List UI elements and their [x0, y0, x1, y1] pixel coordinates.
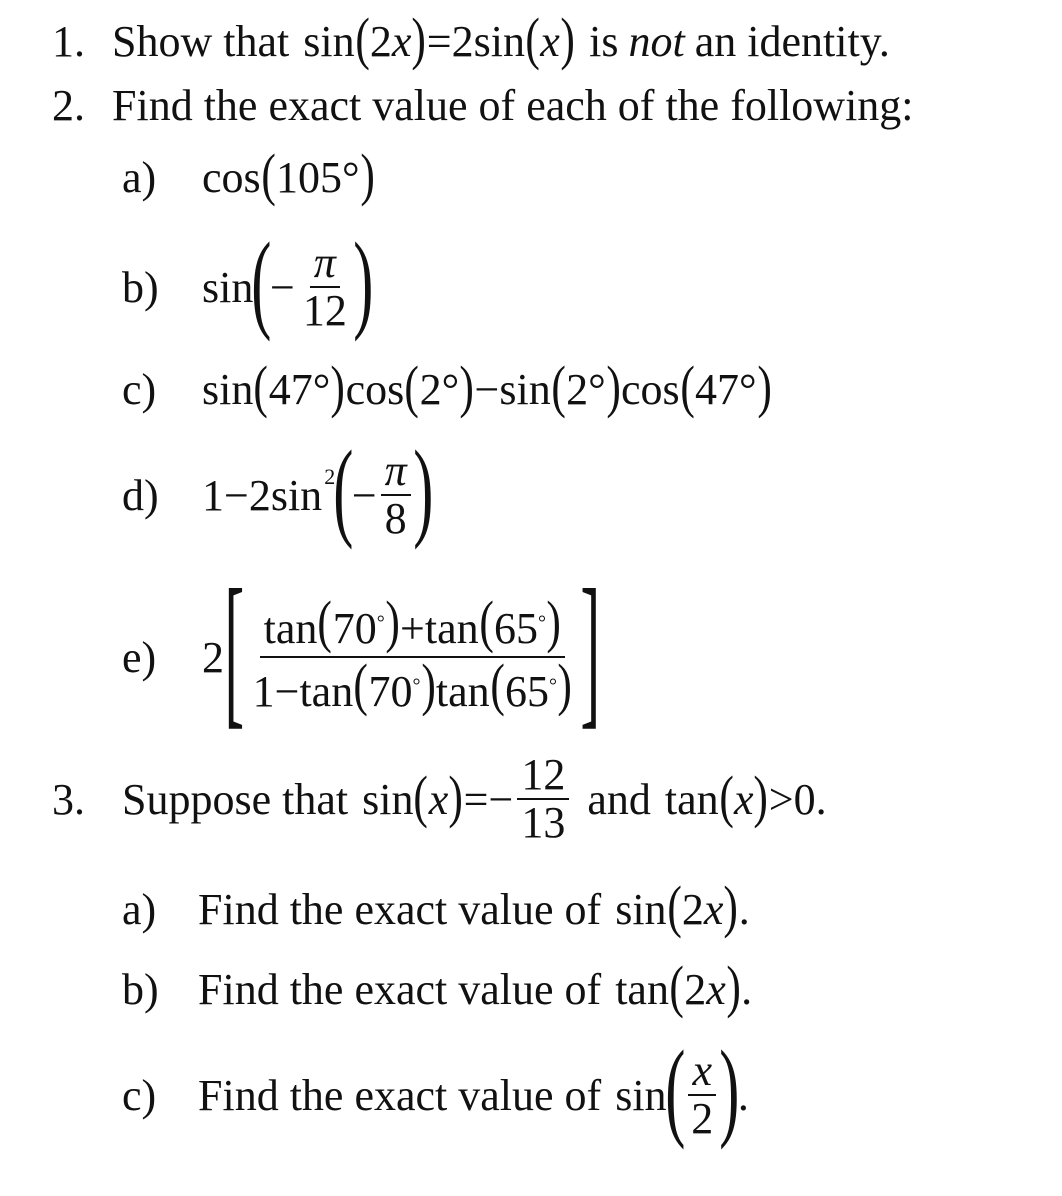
part-text: Find the exact value of [198, 964, 602, 1014]
period: . [741, 964, 753, 1014]
minus-sign: − [274, 667, 300, 716]
numerator: π [310, 240, 340, 288]
minus-sign: − [488, 774, 514, 824]
exponent: 2 [324, 464, 336, 489]
angle: 65 [493, 604, 538, 654]
q2-text: Find the exact value of each of the following: [112, 81, 914, 130]
sin-fn: sin [202, 364, 254, 414]
q3-and: and [587, 774, 651, 824]
angle: 105° [275, 152, 360, 202]
degree-sign: ° [537, 612, 546, 635]
var-x: x [540, 16, 560, 66]
sin-fn: sin [303, 16, 355, 66]
question-number: 1. [52, 16, 85, 66]
degree-sign: ° [412, 675, 421, 697]
sin-fn: sin [615, 884, 667, 934]
coef: 2 [451, 16, 474, 66]
coef: 2 [248, 470, 271, 520]
fraction [381, 445, 411, 543]
numerator: π [381, 448, 411, 496]
numerator: 12 [517, 752, 569, 800]
q1-prefix: Show that [112, 16, 290, 66]
numerator: tan(70°)+tan(65°) [260, 595, 566, 658]
equals-sign: = [463, 774, 489, 824]
part-label: a) [122, 152, 157, 202]
q1-middle: is [589, 16, 619, 66]
denominator: 1−tan(70°)tan(65°) [252, 652, 572, 717]
part-label: c) [122, 1070, 157, 1120]
tan-fn: tan [424, 604, 479, 654]
sin-fn: sin [362, 774, 414, 824]
q3-part-b: b) Find the exact value of tan ( 2 x ) . [122, 954, 753, 1019]
tan-fn: tan [615, 964, 669, 1014]
var-x: x [703, 884, 724, 934]
angle: 47° [694, 364, 757, 414]
var-x: x [706, 964, 726, 1014]
question-1: 1. Show that sin ( 2 x ) = 2 sin ( x ) is not an identity. [52, 6, 890, 71]
q2-part-b: b) sin ( − $\frac{\pi}{12}$ ) [122, 220, 374, 342]
part-label: d) [122, 470, 159, 520]
question-number: 3. [52, 774, 85, 824]
fraction [249, 589, 577, 719]
cos-fn: cos [345, 364, 405, 414]
q3-prefix: Suppose that [122, 774, 349, 824]
part-label: b) [122, 964, 159, 1014]
denominator: 8 [384, 494, 407, 543]
coef: 2 [681, 884, 704, 934]
period: . [737, 1070, 749, 1120]
q2-part-a: a) cos ( 105° ) [122, 142, 375, 207]
coef: 2 [202, 632, 224, 682]
denominator: 12 [302, 286, 347, 335]
denominator: 2 [691, 1094, 714, 1143]
period: . [738, 884, 750, 934]
constant: 1 [202, 470, 224, 520]
coef: 2 [369, 16, 392, 66]
part-label: b) [122, 262, 159, 312]
sin-fn: sin [615, 1070, 667, 1120]
var-x: x [428, 774, 449, 824]
numerator: x [688, 1048, 716, 1096]
sin-fn: sin [202, 262, 254, 312]
tan-fn: tan [299, 667, 354, 716]
period: . [815, 774, 827, 824]
q3-part-a: a) Find the exact value of sin ( 2 x ) . [122, 874, 750, 939]
angle: 47° [268, 364, 331, 414]
minus-sign: − [474, 364, 500, 414]
greater-than: > [768, 774, 794, 824]
constant: 1 [252, 667, 275, 716]
tan-fn: tan [664, 774, 719, 824]
part-text: Find the exact value of [198, 884, 602, 934]
tan-fn: tan [263, 604, 318, 654]
minus-sign: − [270, 262, 295, 312]
minus-sign: − [224, 470, 249, 520]
part-label: c) [122, 364, 157, 414]
sin-fn: sin [270, 470, 323, 520]
var-x: x [733, 774, 754, 824]
fraction [517, 752, 569, 846]
q2-part-d: d) 1 − 2 sin 2 ( − $\frac{\pi}{8}$ ) [122, 428, 434, 550]
fraction [687, 1045, 717, 1143]
part-label: e) [122, 632, 157, 682]
degree-sign: ° [376, 612, 385, 635]
var-x: x [391, 16, 412, 66]
question-2 [52, 80, 914, 131]
cos-fn: cos [202, 152, 261, 202]
emphasis-not: not [628, 16, 685, 66]
fraction [299, 237, 351, 335]
tan-fn: tan [435, 667, 490, 716]
cos-fn: cos [621, 364, 680, 414]
equals-sign: = [426, 16, 452, 66]
q1-suffix: an identity. [694, 16, 890, 66]
plus-sign: + [400, 604, 425, 654]
part-label: a) [122, 884, 157, 934]
minus-sign: − [351, 470, 377, 520]
angle: 70 [368, 667, 413, 716]
part-text: Find the exact value of [198, 1070, 602, 1120]
question-3: 3. Suppose that sin ( x ) = − $\frac{12}{13}$ and tan ( x ) > 0 . [52, 750, 827, 848]
q3-part-c: c) Find the exact value of sin ( $\frac{x}{2}$ ) . [122, 1028, 749, 1150]
sin-fn: sin [499, 364, 551, 414]
q2-part-c: c) sin ( 47° ) cos ( 2° ) − sin ( 2° ) cos ( 47° ) [122, 354, 772, 419]
coef: 2 [684, 964, 707, 1014]
angle: 65 [504, 667, 549, 716]
q2-part-e: e) 2 [ $\frac{\tan(70^\circ)+\tan(65^\circ)}{1-\tan(70^\circ)\tan(65^\circ)}$ ] [122, 555, 601, 743]
question-number: 2. [52, 81, 85, 130]
denominator: 13 [521, 798, 566, 848]
degree-sign: ° [548, 675, 557, 697]
angle: 2° [419, 364, 460, 414]
zero: 0 [793, 774, 816, 824]
sin-fn: sin [473, 16, 525, 66]
angle: 2° [566, 364, 606, 414]
angle: 70 [332, 604, 377, 654]
